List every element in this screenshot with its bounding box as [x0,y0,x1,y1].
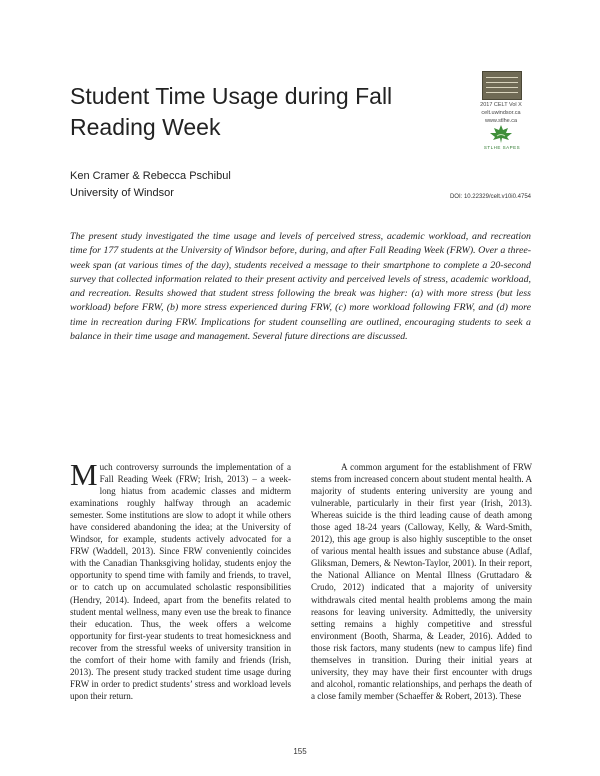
body-column-right [311,461,532,702]
author-affiliation: University of Windsor [70,187,174,199]
paper-title: Student Time Usage during Fall Reading Week [70,83,393,141]
journal-site-celt: celt.uwindsor.ca [481,110,521,116]
intro-text: uch controversy surrounds the implementation of a Fall Reading Week (FRW; Irish, 2013) – a week-long hiatus from academic classes and midterm examinations roughly halfway through an academic semester. Some institutions are slow to adopt it while others have considered abandoning the idea; at the University of Windsor, for example, students actively advocated for a FRW (Waddell, 2013). Since FRW conveniently coincides with the Canadian Thanksgiving holiday, students enjoy the opportunity to spend time with family and friends, to travel, or to catch up on accumulated scholastic responsibilities (Hendry, 2014). Indeed, apart from the benefits related to student mental wellness, many even use the break to finance their education. Thus, the week offers a welcome opportunity for first-year students to treat homesickness and recover from the stressful weeks of university transition in the comfort of their home with family and friends (Irish, 2013). The present study tracked student time usage during FRW in order to predict students’ stress and workload levels upon their return. [70,462,291,701]
journal-logo [482,71,522,100]
society-label: STLHE SAPES [483,145,521,150]
drop-cap: M [70,457,98,492]
stlhe-leaf-icon [488,124,514,144]
author-names: Ken Cramer & Rebecca Pschibul [70,170,231,182]
journal-site-stlhe: www.stlhe.ca [484,118,518,124]
doi[interactable]: DOI: 10.22329/celt.v10i0.4754 [449,194,531,200]
journal-meta [470,101,532,125]
page-number: 155 [293,747,307,756]
journal-volume: 2017 CELT Vol X [480,102,522,108]
author-block [70,168,231,202]
intro-paragraph [70,457,291,702]
abstract: The present study investigated the time usage and levels of perceived stress, academic workload, and recreation time for 177 students at the University of Windsor before, during, and after Fall Reading Week (FRW). Over a three-week span (at various times of the day), students received a message to their smartphone to complete a 20-second survey that collected information related to their present activity and perceived levels of stress, academic workload, and recreation. Results showed that student stress following the break was higher: (a) with more stress (but less workload) before FRW, (b) more stress experienced during FRW, (c) more workload following FRW, and (d) more time in recreation during FRW. Implications for student counselling are outlined, encouraging students to seek a balance in their time usage and management. Several future directions are discussed. [70,231,531,343]
body-column-left [70,457,291,702]
second-paragraph: A common argument for the establishment of FRW stems from increased concern about student mental health. A majority of students entering university are young and vulnerable, particularly in their first year (Irish, 2013). Whereas suicide is the third leading cause of death among those aged 18-24 years (Calloway, Kelly, & Ward-Smith, 2012), this age group is also highly susceptible to the onset of various mental health issues and substance abuse (Adlaf, Gliksman, Demers, & Newton-Taylor, 2001). In their report, the National Alliance on Mental Illness (Gruttadaro & Crudo, 2012) indicated that a majority of university withdrawals cited mental health problems among the main reasons for leaving university. Admittedly, the university setting remains a highly competitive and stressful environment (Booth, Sharma, & Leader, 2016). Added to those risk factors, many students (new to campus life) find themselves in transition. During their initial years at university, they may have their first encounter with drugs and alcohol, romantic relationships, and perhaps the death of a close family member (Schaeffer & Robert, 2013). These [311,462,532,701]
